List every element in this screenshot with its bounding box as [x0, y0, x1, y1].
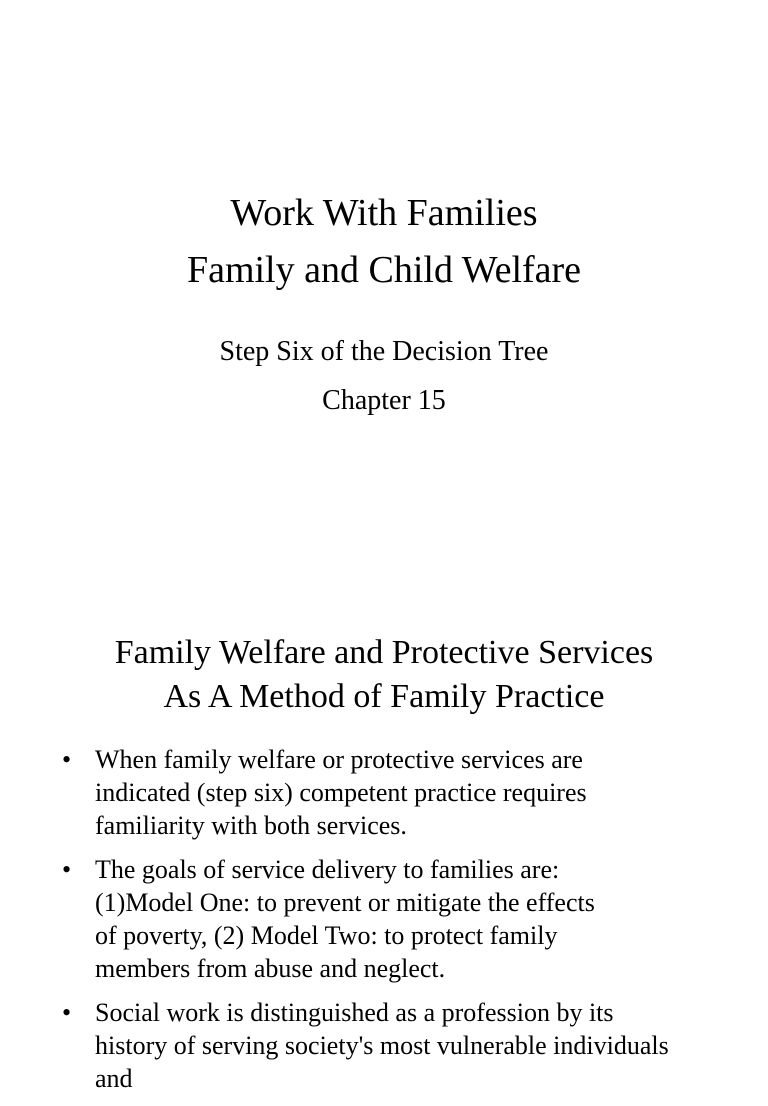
bullet-line: Social work is distinguished as a profession by its [95, 998, 614, 1027]
bullet-icon: • [62, 998, 72, 1027]
slide-content [0, 576, 768, 1093]
bullet-item [62, 743, 712, 842]
bullet-line: familiarity with both services. [95, 811, 407, 840]
bullet-icon: • [62, 855, 72, 884]
bullet-item [62, 853, 712, 985]
slide-subtitle-line-2: Chapter 15 [322, 385, 446, 416]
content-title-line-1: Family Welfare and Protective Services [114, 634, 654, 671]
bullet-line: The goals of service delivery to families are: [95, 855, 560, 884]
bullet-line: history of serving society's most vulnerable individuals and [95, 1031, 669, 1093]
bullet-line: of poverty, (2) Model Two: to protect family [95, 921, 558, 950]
slide-subtitle-line-1: Step Six of the Decision Tree [219, 336, 549, 367]
bullet-line: indicated (step six) competent practice requires [95, 778, 587, 807]
bullet-line: When family welfare or protective services are [95, 745, 583, 774]
slide-title-line-1: Work With Families [230, 192, 538, 234]
bullet-item [62, 996, 712, 1095]
slide-title-line-2: Family and Child Welfare [186, 249, 582, 291]
content-title-line-2: As A Method of Family Practice [163, 678, 605, 715]
bullet-list [62, 743, 712, 1106]
bullet-line: members from abuse and neglect. [95, 954, 446, 983]
bullet-line: (1)Model One: to prevent or mitigate the effects [95, 888, 595, 917]
bullet-icon: • [62, 745, 72, 774]
